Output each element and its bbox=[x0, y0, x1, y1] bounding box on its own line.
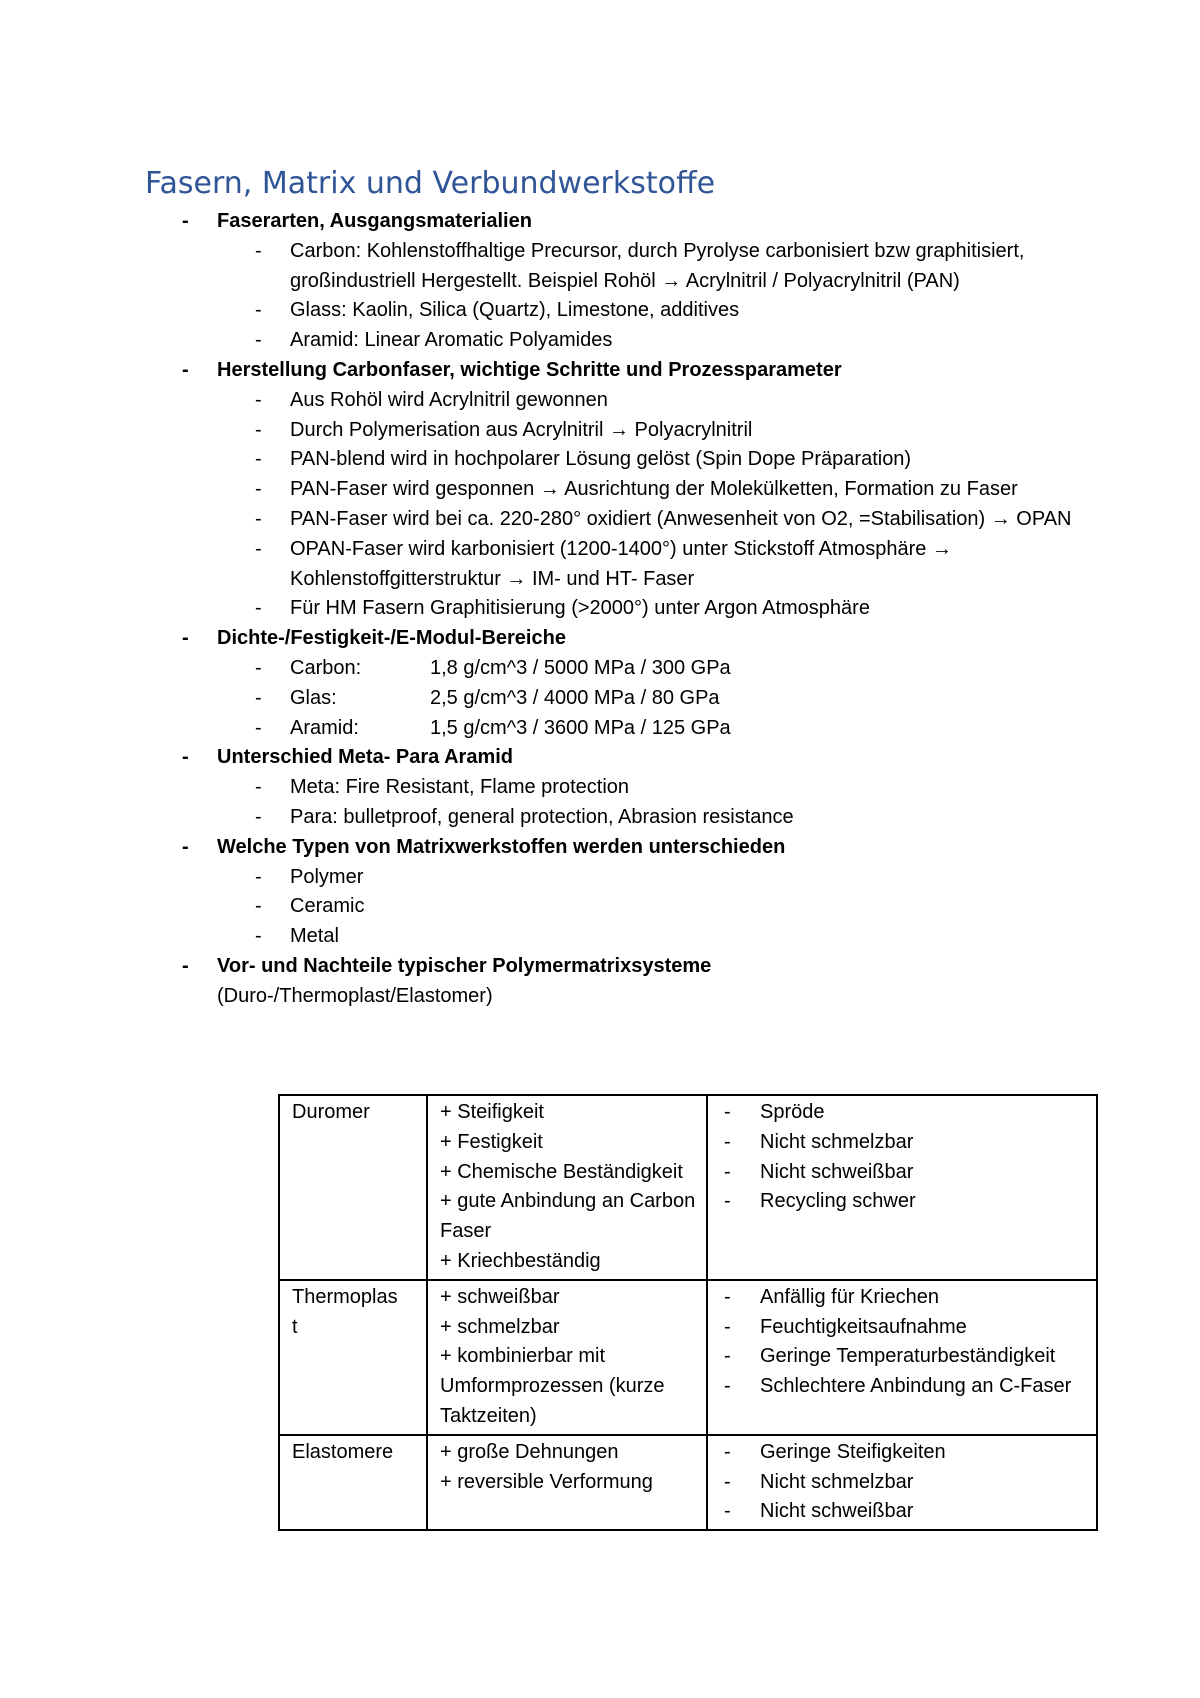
bullet-dash: - bbox=[182, 627, 189, 650]
list-item: - Meta: Fire Resistant, Flame protection bbox=[255, 776, 630, 799]
property-row-glas: - Glas: 2,5 g/cm^3 / 4000 MPa / 80 GPa bbox=[255, 686, 720, 709]
list-item: - Carbon: Kohlenstoffhaltige Precursor, durch Pyrolyse carbonisiert bzw graphitisiert, großindustriell Hergestellt. Beispiel Rohöl → Acrylnitril / Polyacrylnitril (PAN) bbox=[255, 239, 1025, 292]
list-item: - Für HM Fasern Graphitisierung (>2000°) unter Argon Atmosphäre bbox=[255, 597, 870, 620]
section-heading-dichte: - Dichte-/Festigkeit-/E-Modul-Bereiche bbox=[182, 624, 1102, 654]
table-cell-cons: - Anfällig für Kriechen - Feuchtigkeitsaufnahme - Geringe Temperaturbeständigkeit - Schlechtere Anbindung an C-Faser bbox=[707, 1280, 1097, 1435]
list-item: - PAN-Faser wird gesponnen → Ausrichtung der Molekülketten, Formation zu Faser bbox=[255, 478, 1018, 501]
table-row-elastomere bbox=[279, 1435, 1097, 1530]
table-cell-name: Duromer bbox=[279, 1095, 427, 1280]
bullet-dash: - bbox=[182, 210, 189, 232]
table-cell-pros: + schweißbar + schmelzbar + kombinierbar mit Umformprozessen (kurze Taktzeiten) bbox=[427, 1280, 707, 1435]
list-item: - Durch Polymerisation aus Acrylnitril → Polyacrylnitril bbox=[255, 418, 753, 441]
table-cell-name: Thermoplas t bbox=[279, 1280, 427, 1435]
section-heading-matrixtypen: - Welche Typen von Matrixwerkstoffen werden unterschieden bbox=[182, 833, 1102, 863]
list-item: - PAN-Faser wird bei ca. 220-280° oxidiert (Anwesenheit von O2, =Stabilisation) → OPAN bbox=[255, 507, 1072, 530]
list-item: - Aramid: Linear Aromatic Polyamides bbox=[255, 329, 613, 352]
bullet-dash: - bbox=[182, 835, 189, 858]
section-heading-faserarten: - Faserarten, Ausgangsmaterialien bbox=[182, 207, 1102, 237]
list-item: - Para: bulletproof, general protection, Abrasion resistance bbox=[255, 805, 794, 828]
bullet-dash: - bbox=[182, 954, 189, 977]
bullet-dash: - bbox=[182, 358, 189, 381]
list-item: - Aus Rohöl wird Acrylnitril gewonnen bbox=[255, 388, 608, 411]
list-item: - OPAN-Faser wird karbonisiert (1200-1400°) unter Stickstoff Atmosphäre → Kohlenstoffgitterstruktur → IM- und HT- Faser bbox=[255, 537, 952, 590]
polymer-matrix-table bbox=[278, 1094, 1098, 1531]
section-heading-aramid: - Unterschied Meta- Para Aramid bbox=[182, 743, 1102, 773]
table-cell-pros: + Steifigkeit + Festigkeit + Chemische Beständigkeit + gute Anbindung an Carbon Faser + Kriechbeständig bbox=[427, 1095, 707, 1280]
document-body bbox=[182, 207, 1102, 1012]
table-row-thermoplast bbox=[279, 1280, 1097, 1435]
section-heading-vorteile: - Vor- und Nachteile typischer Polymermatrixsysteme bbox=[182, 952, 1102, 982]
table-row-duromer bbox=[279, 1095, 1097, 1280]
list-item: - Polymer bbox=[255, 865, 364, 888]
bullet-dash: - bbox=[182, 746, 189, 769]
list-item: - Ceramic bbox=[255, 895, 365, 918]
section-heading-herstellung: - Herstellung Carbonfaser, wichtige Schritte und Prozessparameter bbox=[182, 356, 1102, 386]
list-item: - PAN-blend wird in hochpolarer Lösung gelöst (Spin Dope Präparation) bbox=[255, 448, 912, 471]
table-cell-cons: - Geringe Steifigkeiten - Nicht schmelzbar - Nicht schweißbar bbox=[707, 1435, 1097, 1530]
table-cell-pros: + große Dehnungen + reversible Verformung bbox=[427, 1435, 707, 1530]
list-item: - Metal bbox=[255, 925, 339, 948]
property-row-aramid: - Aramid: 1,5 g/cm^3 / 3600 MPa / 125 GPa bbox=[255, 716, 731, 739]
page-title: Fasern, Matrix und Verbundwerkstoffe bbox=[145, 166, 716, 201]
table-cell-cons: - Spröde - Nicht schmelzbar - Nicht schweißbar - Recycling schwer bbox=[707, 1095, 1097, 1280]
property-row-carbon: - Carbon: 1,8 g/cm^3 / 5000 MPa / 300 GPa bbox=[255, 656, 731, 679]
table-cell-name: Elastomere bbox=[279, 1435, 427, 1530]
section-subheading: (Duro-/Thermoplast/Elastomer) bbox=[217, 984, 493, 1007]
list-item: - Glass: Kaolin, Silica (Quartz), Limestone, additives bbox=[255, 299, 740, 322]
